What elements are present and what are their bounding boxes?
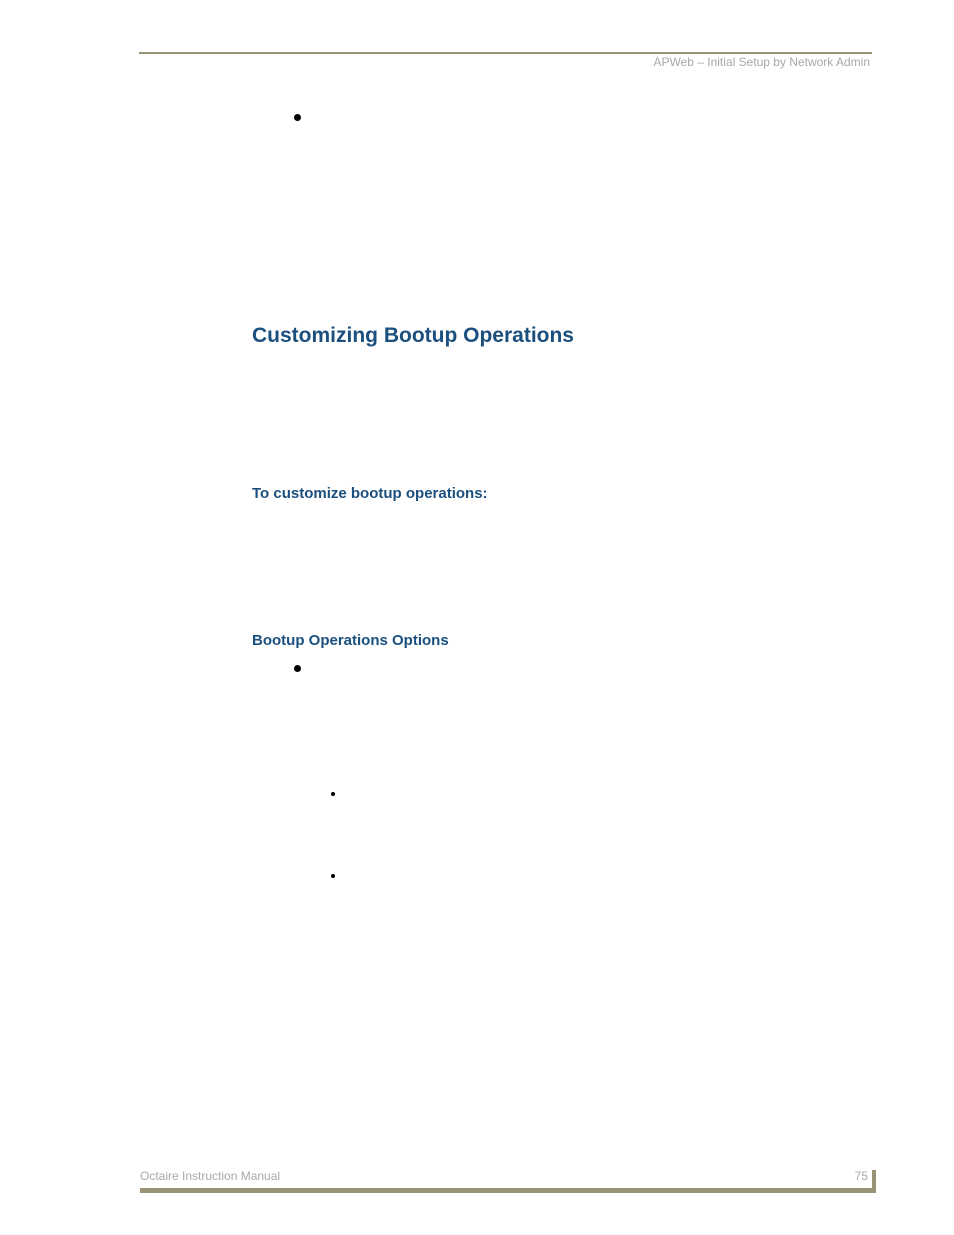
footer-rule [140, 1188, 876, 1193]
header-rule [139, 52, 872, 54]
page-number: 75 [854, 1169, 868, 1183]
procedure-heading: To customize bootup operations: [252, 485, 488, 502]
footer-manual-title: Octaire Instruction Manual [140, 1169, 281, 1183]
bullet-marker [294, 665, 301, 672]
bullet-marker [294, 114, 301, 121]
options-heading: Bootup Operations Options [252, 632, 449, 649]
sub-bullet-marker [331, 792, 335, 796]
section-heading: Customizing Bootup Operations [252, 324, 574, 347]
footer-tick [872, 1170, 876, 1190]
sub-bullet-marker [331, 874, 335, 878]
running-header: APWeb – Initial Setup by Network Admin [653, 55, 870, 69]
